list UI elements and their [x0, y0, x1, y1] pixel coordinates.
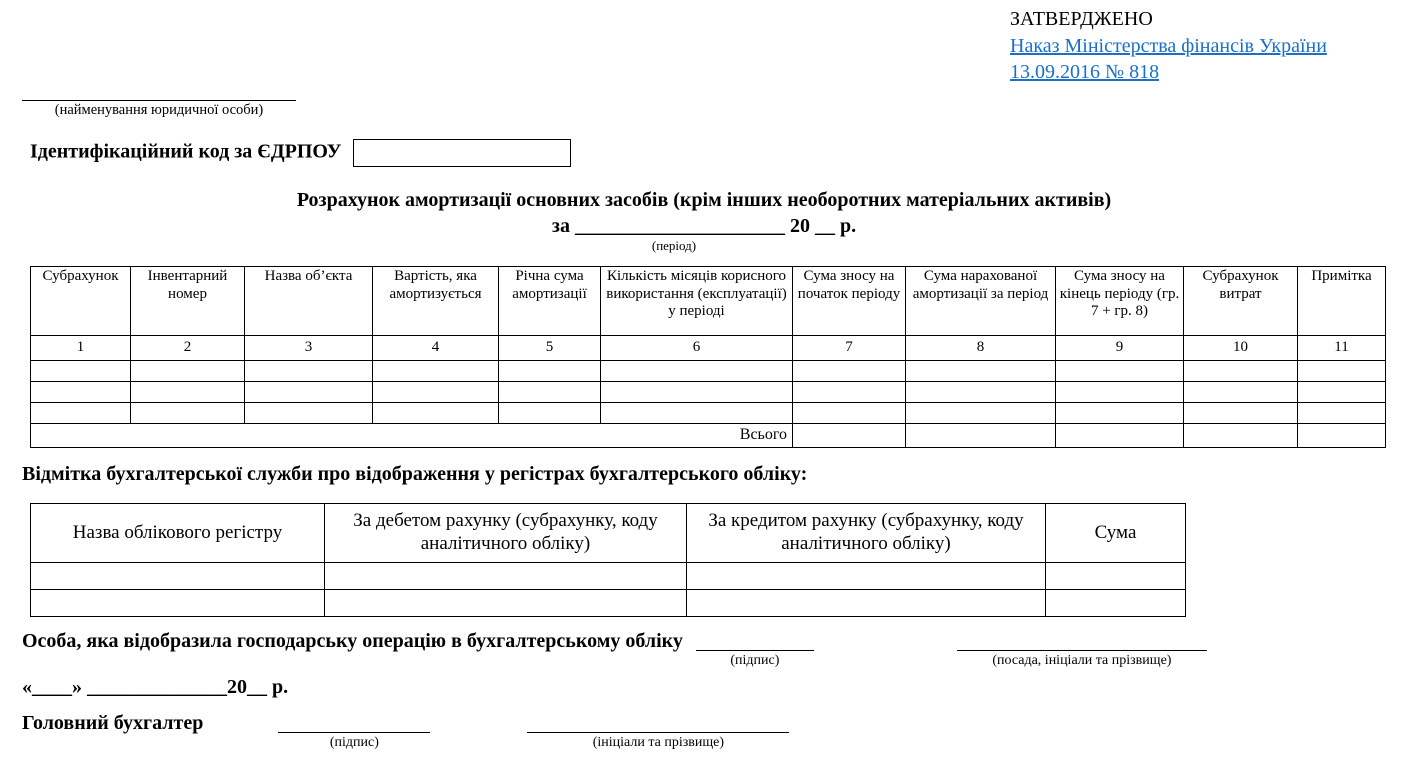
header-cell: Вартість, яка амортизується	[373, 267, 499, 336]
header-cell: Інвентарний номер	[131, 267, 245, 336]
total-cell[interactable]	[1298, 424, 1386, 448]
document-title	[0, 187, 1408, 253]
data-cell[interactable]	[245, 403, 373, 424]
data-cell[interactable]	[31, 563, 325, 590]
data-cell[interactable]	[373, 361, 499, 382]
header-cell: Сума зносу на кінець періоду (гр. 7 + гр. 8)	[1056, 267, 1184, 336]
data-cell[interactable]	[1298, 361, 1386, 382]
title-line2: за _____________________ 20 __ р.	[551, 215, 857, 237]
header-cell: Річна сума амортизації	[499, 267, 601, 336]
data-cell[interactable]	[906, 382, 1056, 403]
data-cell[interactable]	[31, 590, 325, 617]
data-cell[interactable]	[131, 403, 245, 424]
order-link-line2[interactable]: 13.09.2016 № 818	[1010, 61, 1160, 83]
data-cell[interactable]	[325, 563, 687, 590]
col-number: 7	[793, 336, 906, 361]
order-link-line1[interactable]: Наказ Міністерства фінансів України	[1010, 34, 1327, 57]
col-number: 5	[499, 336, 601, 361]
data-cell[interactable]	[687, 563, 1046, 590]
person-signature-blank	[696, 630, 814, 669]
data-cell[interactable]	[499, 382, 601, 403]
col-number: 11	[1298, 336, 1386, 361]
total-row	[31, 424, 1386, 448]
period-caption: (період)	[651, 238, 697, 253]
data-cell[interactable]	[373, 382, 499, 403]
data-cell[interactable]	[131, 361, 245, 382]
data-cell[interactable]	[1056, 403, 1184, 424]
col-number: 3	[245, 336, 373, 361]
data-cell[interactable]	[499, 361, 601, 382]
signature-caption: (підпис)	[730, 653, 780, 668]
signature-line[interactable]	[696, 630, 814, 651]
header-row	[31, 504, 1186, 563]
header-cell: Сума зносу на початок періоду	[793, 267, 906, 336]
column-number-row	[31, 336, 1386, 361]
data-cell[interactable]	[1184, 403, 1298, 424]
col-number: 4	[373, 336, 499, 361]
data-cell[interactable]	[1046, 563, 1186, 590]
data-cell[interactable]	[1056, 382, 1184, 403]
data-cell[interactable]	[601, 361, 793, 382]
data-cell[interactable]	[601, 403, 793, 424]
header-cell: Субрахунок	[31, 267, 131, 336]
person-signature-row	[22, 630, 1207, 669]
data-cell[interactable]	[373, 403, 499, 424]
header-cell: Сума	[1046, 504, 1186, 563]
chief-accountant-label: Головний бухгалтер	[22, 712, 204, 734]
data-cell[interactable]	[31, 403, 131, 424]
table-row	[31, 590, 1186, 617]
data-cell[interactable]	[325, 590, 687, 617]
data-cell[interactable]	[687, 590, 1046, 617]
header-cell: Кількість місяців корисного використання (експлуатації) у періоді	[601, 267, 793, 336]
total-label: Всього	[31, 424, 793, 448]
header-row	[31, 267, 1386, 336]
header-cell: Назва об’єкта	[245, 267, 373, 336]
table-row	[31, 403, 1386, 424]
data-cell[interactable]	[131, 382, 245, 403]
table-row	[31, 361, 1386, 382]
date-line: «____» ______________20__ р.	[22, 676, 289, 698]
total-cell[interactable]	[906, 424, 1056, 448]
data-cell[interactable]	[245, 361, 373, 382]
col-number: 8	[906, 336, 1056, 361]
registry-heading: Відмітка бухгалтерської служби про відображення у регістрах бухгалтерського обліку:	[22, 463, 808, 485]
col-number: 10	[1184, 336, 1298, 361]
chief-name-blank	[527, 712, 789, 751]
header-cell: Примітка	[1298, 267, 1386, 336]
approved-label: ЗАТВЕРДЖЕНО	[1010, 8, 1153, 30]
data-cell[interactable]	[1184, 361, 1298, 382]
data-cell[interactable]	[1298, 403, 1386, 424]
data-cell[interactable]	[245, 382, 373, 403]
person-position-blank	[957, 630, 1207, 669]
data-cell[interactable]	[793, 403, 906, 424]
edrpou-row	[30, 139, 571, 167]
header-cell: Сума нарахованої амортизації за період	[906, 267, 1056, 336]
chief-accountant-row	[22, 712, 789, 751]
col-number: 1	[31, 336, 131, 361]
depreciation-table	[30, 266, 1386, 448]
title-line1: Розрахунок амортизації основних засобів (крім інших необоротних матеріальних активів)	[296, 189, 1112, 211]
data-cell[interactable]	[793, 382, 906, 403]
chief-signature-blank	[278, 712, 430, 751]
data-cell[interactable]	[906, 361, 1056, 382]
total-cell[interactable]	[1056, 424, 1184, 448]
data-cell[interactable]	[1184, 382, 1298, 403]
org-name-blank	[22, 84, 296, 119]
position-caption: (посада, ініціали та прізвище)	[992, 653, 1172, 668]
data-cell[interactable]	[1056, 361, 1184, 382]
data-cell[interactable]	[601, 382, 793, 403]
col-number: 6	[601, 336, 793, 361]
total-cell[interactable]	[793, 424, 906, 448]
org-name-caption: (найменування юридичної особи)	[54, 102, 264, 118]
person-line-label: Особа, яка відобразила господарську операцію в бухгалтерському обліку	[22, 630, 683, 652]
total-cell[interactable]	[1184, 424, 1298, 448]
header-cell: Субрахунок витрат	[1184, 267, 1298, 336]
name-line[interactable]	[527, 712, 789, 733]
data-cell[interactable]	[793, 361, 906, 382]
registry-table	[30, 503, 1186, 617]
col-number: 2	[131, 336, 245, 361]
data-cell[interactable]	[31, 361, 131, 382]
edrpou-input[interactable]	[353, 139, 571, 167]
data-cell[interactable]	[1298, 382, 1386, 403]
table-row	[31, 382, 1386, 403]
header-cell: Назва облікового регістру	[31, 504, 325, 563]
edrpou-label: Ідентифікаційний код за ЄДРПОУ	[30, 140, 342, 163]
header-cell: За кредитом рахунку (субрахунку, коду аналітичного обліку)	[687, 504, 1046, 563]
data-cell[interactable]	[1046, 590, 1186, 617]
org-name-line[interactable]	[22, 84, 296, 101]
chief-name-caption: (ініціали та прізвище)	[592, 735, 724, 750]
data-cell[interactable]	[906, 403, 1056, 424]
position-line[interactable]	[957, 630, 1207, 651]
chief-signature-caption: (підпис)	[329, 735, 379, 750]
col-number: 9	[1056, 336, 1184, 361]
data-cell[interactable]	[499, 403, 601, 424]
data-cell[interactable]	[31, 382, 131, 403]
approval-block	[1010, 6, 1327, 86]
signature-line[interactable]	[278, 712, 430, 733]
header-cell: За дебетом рахунку (субрахунку, коду аналітичного обліку)	[325, 504, 687, 563]
table-row	[31, 563, 1186, 590]
